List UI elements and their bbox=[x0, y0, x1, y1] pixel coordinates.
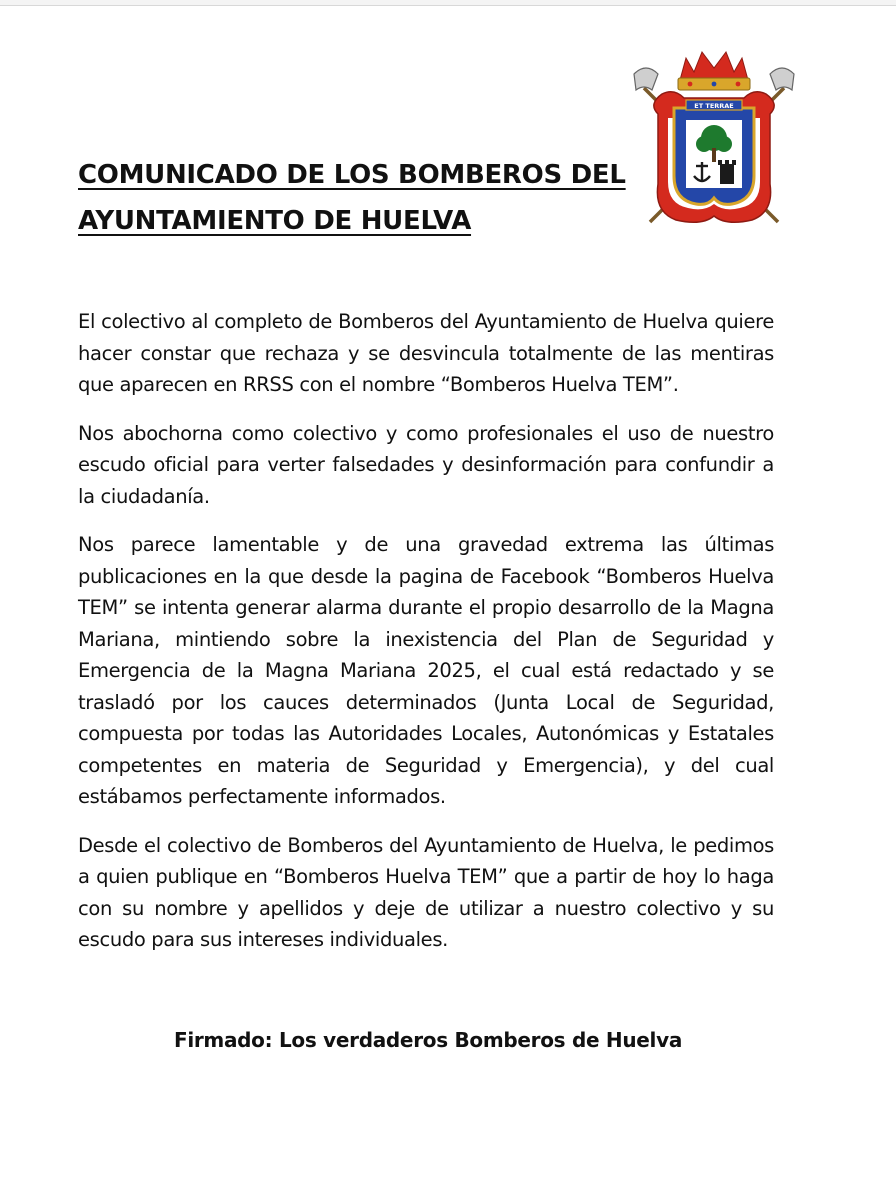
document-body bbox=[78, 306, 774, 973]
title-line-2: AYUNTAMIENTO DE HUELVA bbox=[78, 206, 472, 236]
paragraph-2: Nos abochorna como colectivo y como profesionales el uso de nuestro escudo oficial para verter falsedades y desinformación para confundir a la ciudadanía. bbox=[78, 421, 774, 508]
paragraph-1: El colectivo al completo de Bomberos del Ayuntamiento de Huelva quiere hacer constar que rechaza y se desvincula totalmente de las mentiras que aparecen en RRSS con el nombre “Bomberos Huelva TEM”. bbox=[78, 310, 774, 396]
paragraph-4: Desde el colectivo de Bomberos del Ayuntamiento de Huelva, le pedimos a quien publique en “Bomberos Huelva TEM” que a partir de hoy lo haga con su nombre y apellidos y deje de utilizar a nuestro colectivo y su escudo para sus intereses individuales. bbox=[78, 833, 774, 951]
tower-icon bbox=[718, 160, 736, 184]
crown-icon bbox=[678, 52, 750, 90]
signature: Firmado: Los verdaderos Bomberos de Huelva bbox=[173, 1028, 683, 1052]
document-title bbox=[78, 152, 638, 244]
firefighters-crest-icon bbox=[628, 44, 800, 230]
paragraph-3: Nos parece lamentable y de una gravedad extrema las últimas publicaciones en la que desde la pagina de Facebook “Bomberos Huelva TEM” se intenta generar alarma durante el propio desarrollo de la Magna Mariana, mintiendo sobre la inexistencia del Plan de Seguridad y Emergencia de la Magna Mariana 2025, el cual está redactado y se trasladó por los cauces determinados (Junta Local de Seguridad, compuesta por todas las Autoridades Locales, Autonómicas y Estatales competentes en materia de Seguridad y Emergencia), y del cual estábamos perfectamente informados. bbox=[78, 533, 774, 808]
title-line-1: COMUNICADO DE LOS BOMBEROS DEL bbox=[78, 160, 626, 190]
top-edge-divider bbox=[0, 0, 896, 6]
crest-motto: ET TERRAE bbox=[694, 102, 734, 110]
